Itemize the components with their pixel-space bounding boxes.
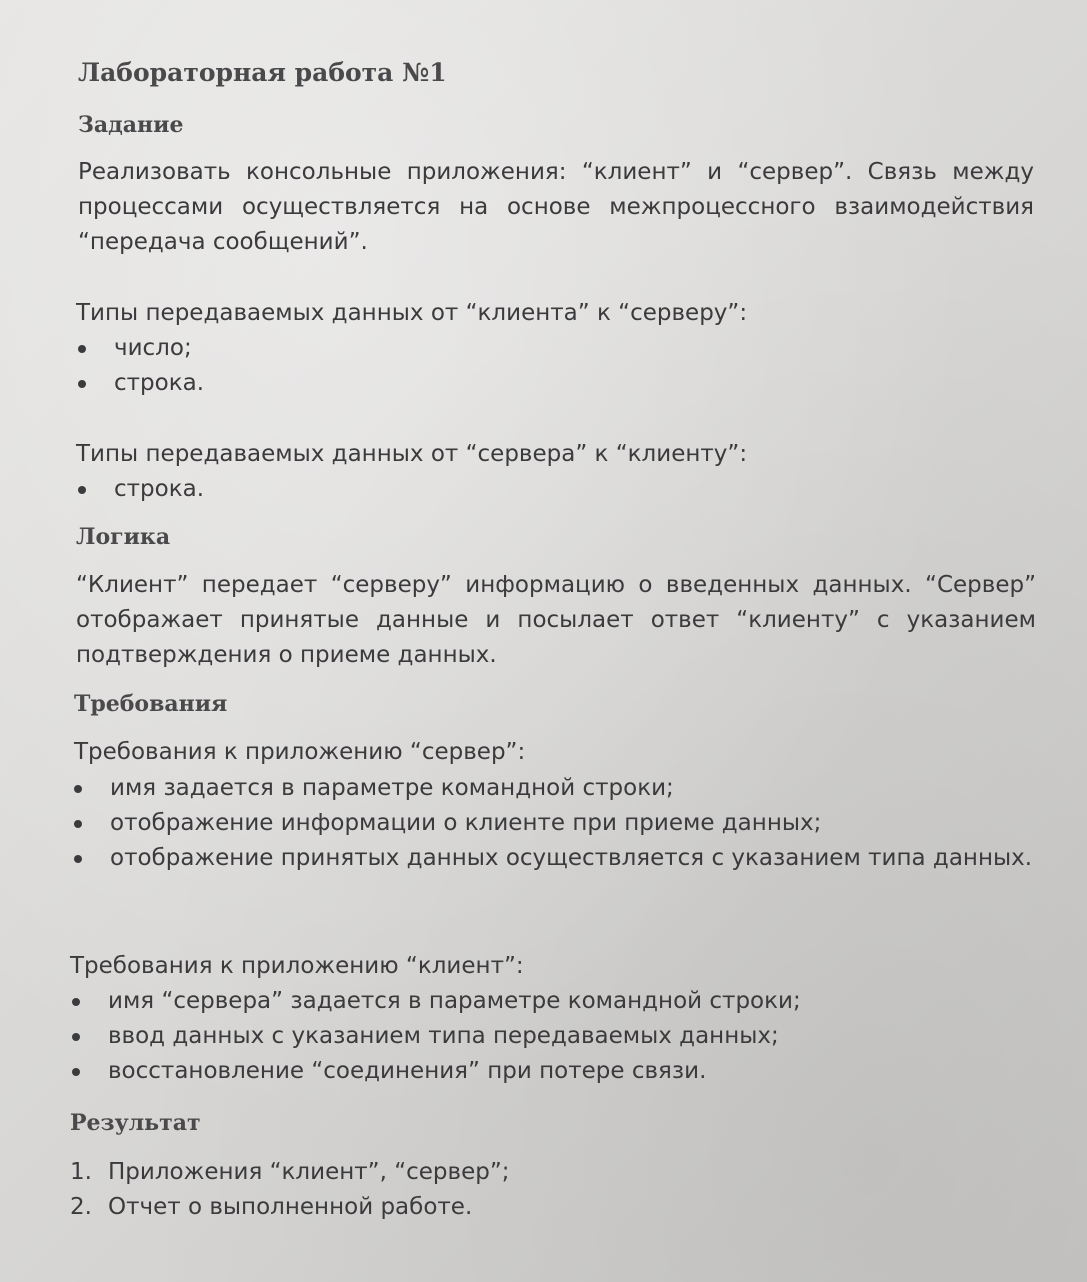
list-item: отображение информации о клиенте при приеме данных; xyxy=(72,806,1036,841)
list-item: отображение принятых данных осуществляется с указанием типа данных. xyxy=(72,841,1036,876)
client-requirements-intro: Требования к приложению “клиент”: xyxy=(70,953,524,979)
bullet-icon xyxy=(72,1068,80,1076)
client-to-server-intro: Типы передаваемых данных от “клиента” к “серверу”: xyxy=(76,300,748,326)
item-number: 2. xyxy=(70,1194,92,1220)
list-item: ввод данных с указанием типа передаваемых данных; xyxy=(70,1019,801,1054)
section-heading-result: Результат xyxy=(70,1110,201,1136)
list-item: имя задается в параметре командной строки; xyxy=(72,771,1036,806)
list-item: строка. xyxy=(76,472,204,507)
result-list xyxy=(70,1155,509,1225)
server-to-client-intro: Типы передаваемых данных от “сервера” к “клиенту”: xyxy=(76,441,748,467)
list-item: 1. Приложения “клиент”, “сервер”; xyxy=(70,1155,509,1190)
server-requirements-list xyxy=(72,771,1036,876)
bullet-icon xyxy=(78,345,86,353)
item-number: 1. xyxy=(70,1159,92,1185)
section-heading-requirements: Требования xyxy=(74,691,228,717)
bullet-icon xyxy=(74,820,82,828)
logic-paragraph: “Клиент” передает “серверу” информацию о введенных данных. “Сервер” отображает принятые данные и посылает ответ “клиенту” с указанием подтверждения о приеме данных. xyxy=(76,572,1036,668)
list-item: строка. xyxy=(76,366,204,401)
bullet-icon xyxy=(74,855,82,863)
list-item: восстановление “соединения” при потере связи. xyxy=(70,1054,801,1089)
list-item: 2. Отчет о выполненной работе. xyxy=(70,1190,509,1225)
list-item: число; xyxy=(76,331,204,366)
client-requirements-list xyxy=(70,984,801,1089)
section-heading-task: Задание xyxy=(78,112,184,138)
task-paragraph: Реализовать консольные приложения: “клиент” и “сервер”. Связь между процессами осуществляется на основе межпроцессного взаимодействия “передача сообщений”. xyxy=(78,159,1034,255)
bullet-icon xyxy=(72,998,80,1006)
document-title: Лабораторная работа №1 xyxy=(78,58,447,87)
server-requirements-intro: Требования к приложению “сервер”: xyxy=(74,739,526,765)
list-item: имя “сервера” задается в параметре командной строки; xyxy=(70,984,801,1019)
bullet-icon xyxy=(78,380,86,388)
server-to-client-list xyxy=(76,472,204,507)
bullet-icon xyxy=(74,785,82,793)
bullet-icon xyxy=(78,486,86,494)
section-heading-logic: Логика xyxy=(76,524,171,550)
client-to-server-list xyxy=(76,331,204,401)
bullet-icon xyxy=(72,1033,80,1041)
